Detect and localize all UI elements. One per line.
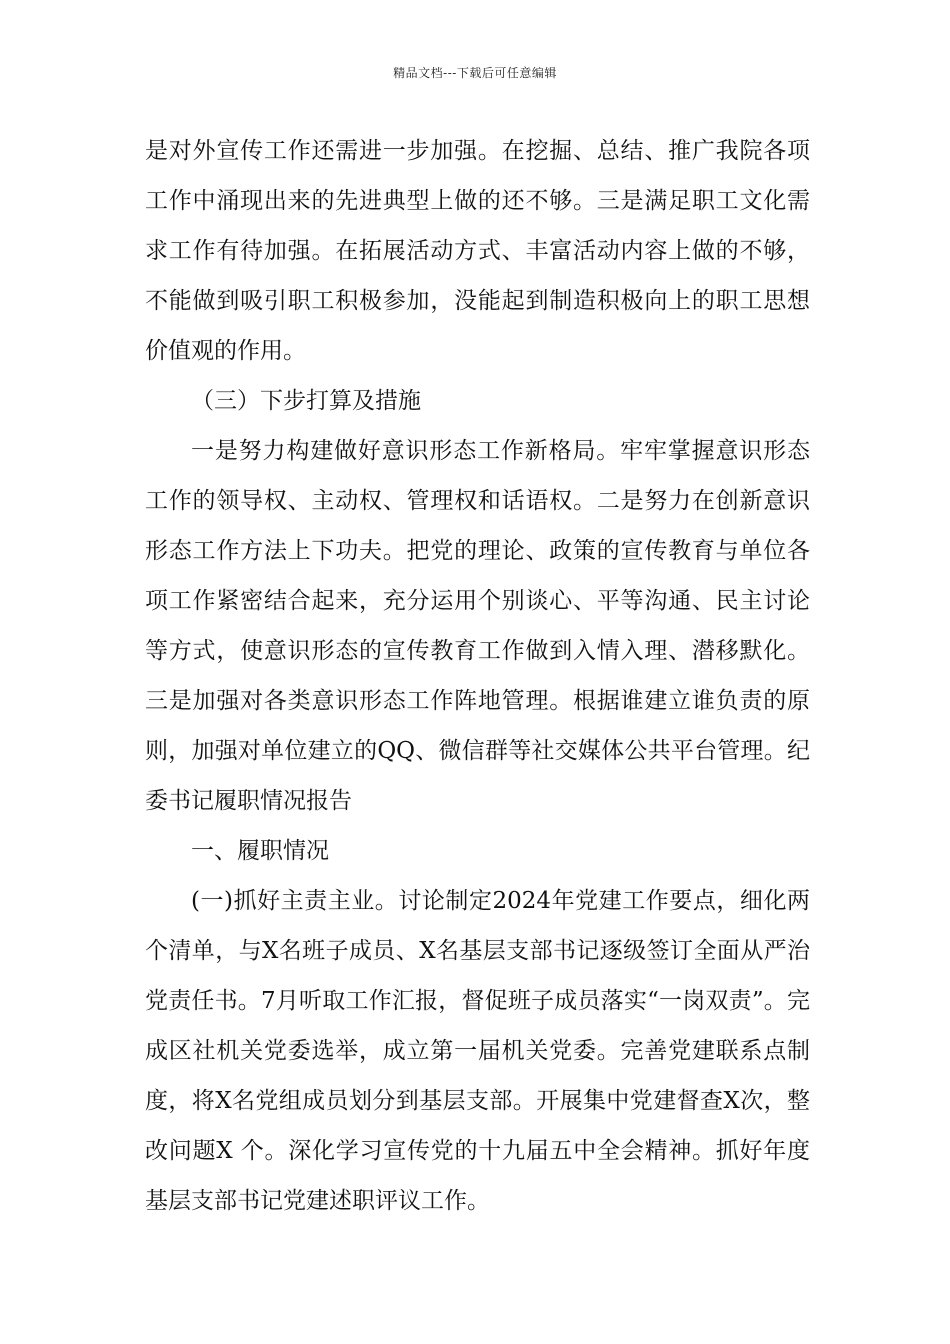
paragraph-main-responsibility: (一)抓好主责主业。讨论制定2024年党建工作要点，细化两个清单，与X名班子成员、X名基层支部书记逐级签订全面从严治党责任书。7月听取工作汇报，督促班子成员落实“一岗双责”。完成区社机关党委选举，成立第一届机关党委。完善党建联系点制度，将X名党组成员划分到基层支部。开展集中党建督查X次，整改问题X 个。深化学习宣传党的十九届五中全会精神。抓好年度基层支部书记党建述职评议工作。 xyxy=(145,888,810,1214)
paragraph-measures: 一是努力构建做好意识形态工作新格局。牢牢掌握意识形态工作的领导权、主动权、管理权和话语权。二是努力在创新意识形态工作方法上下功夫。把党的理论、政策的宣传教育与单位各项工作紧密结合起来，充分运用个别谈心、平等沟通、民主讨论等方式，使意识形态的宣传教育工作做到入情入理、潜移默化。三是加强对各类意识形态工作阵地管理。根据谁建立谁负责的原则，加强对单位建立的QQ、微信群等社交媒体公共平台管理。纪委书记履职情况报告 xyxy=(145,438,810,814)
document-body xyxy=(145,126,810,1226)
page-header: 精品文档---下载后可任意编辑 xyxy=(393,66,557,80)
section-heading-duty-performance: 一、履职情况 xyxy=(191,838,329,864)
paragraph-continuation: 是对外宣传工作还需进一步加强。在挖掘、总结、推广我院各项工作中涌现出来的先进典型上做的还不够。三是满足职工文化需求工作有待加强。在拓展活动方式、丰富活动内容上做的不够，不能做到吸引职工积极参加，没能起到制造积极向上的职工思想价值观的作用。 xyxy=(145,138,810,364)
section-heading-next-steps: （三）下步打算及措施 xyxy=(191,388,421,414)
